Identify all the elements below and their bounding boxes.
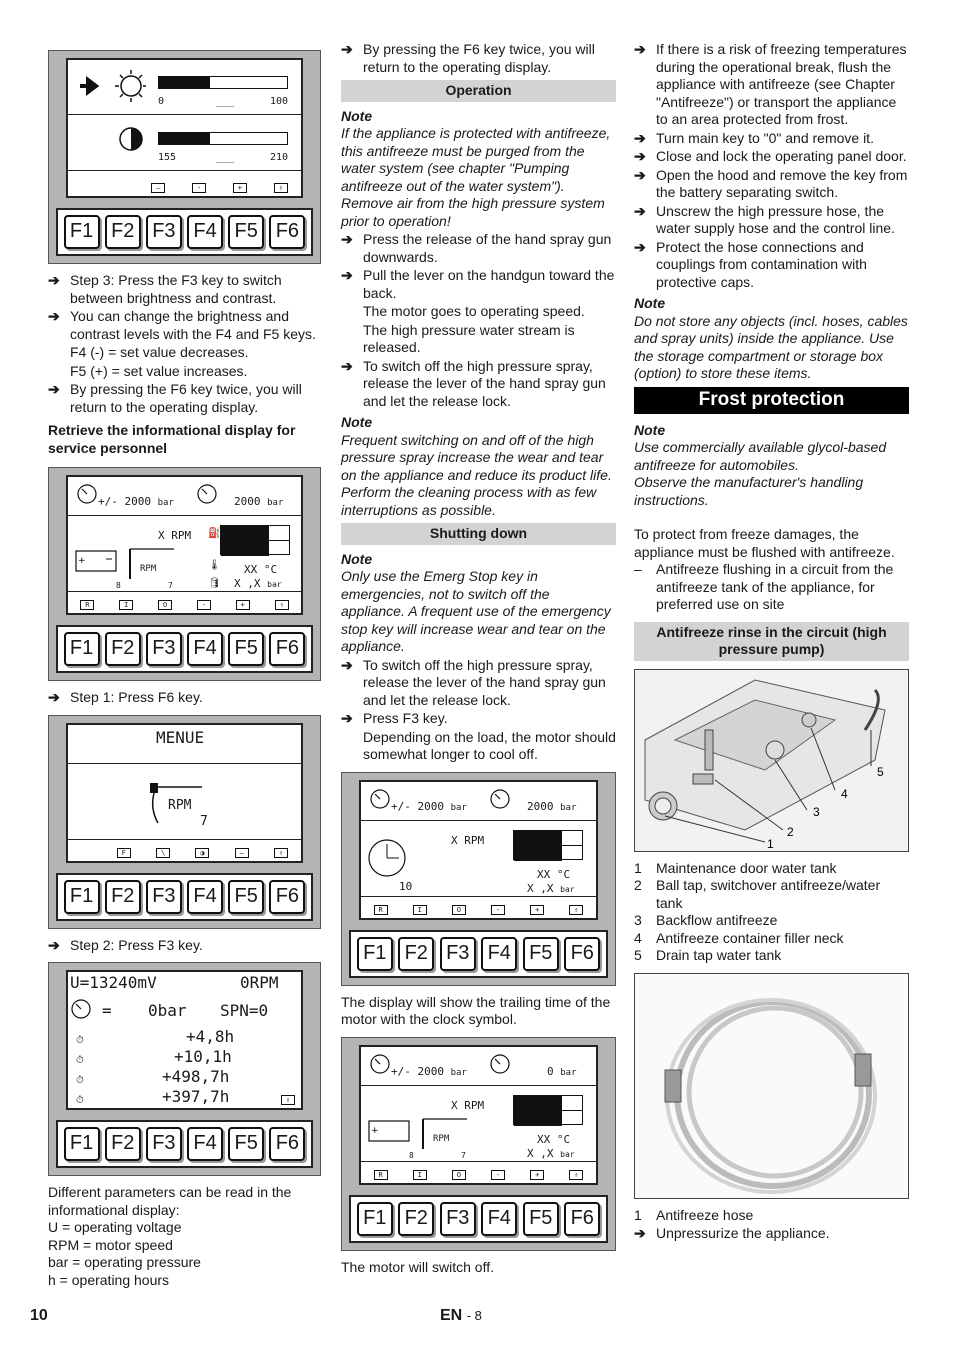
section-heading-retrieve: Retrieve the informational display for service personnel xyxy=(48,422,296,456)
up-key: ⇑ xyxy=(281,1095,295,1105)
lcd-softkeys: F \ ◑ — ⇑ xyxy=(68,848,301,858)
pressure-gauge-icon xyxy=(489,1053,515,1077)
pressure-gauge-icon xyxy=(489,788,515,812)
f6-key[interactable]: F6 xyxy=(269,1127,305,1161)
arrow-icon: ➔ xyxy=(634,202,646,219)
temperature-icon: 🌡 xyxy=(208,560,221,571)
f1-key[interactable]: F1 xyxy=(64,215,100,249)
note-text: Remove air from the high pressure system prior to operation! xyxy=(341,195,605,229)
page-number: 10 xyxy=(30,1307,48,1324)
pressure-gauge-icon xyxy=(196,483,222,507)
step-item: ➔ Unpressurize the appliance. xyxy=(634,1225,830,1241)
lcd-display-info: U=13240mV 0RPM = 0bar SPN=0 ⏱ ⏱ ⏱ ⏱ +4,8h +10,1h +498,7h +397,7h ⇑ xyxy=(66,970,303,1110)
f1-key[interactable]: F1 xyxy=(357,937,393,971)
hours-icon: ⏱ xyxy=(76,1035,84,1046)
rpm-readout: X RPM xyxy=(158,529,192,542)
f6-key[interactable]: F6 xyxy=(269,632,305,666)
svg-text:+: + xyxy=(371,1125,379,1136)
f1-key[interactable]: F1 xyxy=(357,1202,393,1236)
section-heading-antifreeze-rinse: Antifreeze rinse in the circuit (high pressure pump) xyxy=(634,622,909,661)
arrow-icon: ➔ xyxy=(634,41,646,57)
f1-key[interactable]: F1 xyxy=(64,880,100,914)
temperature-readout: XX °C xyxy=(244,563,278,576)
hose-drawing xyxy=(635,974,908,1199)
hours-icon: ⏱ xyxy=(76,1055,84,1066)
callout-4: 4 xyxy=(841,786,848,801)
note-text: Do not store any objects (incl. hoses, cables and spray units) inside the appliance. Use the storage compartment or storage box (option) to store these items. xyxy=(634,312,908,381)
step-item: ➔ Press the release of the hand spray gun downwards. xyxy=(341,231,612,265)
f1-key[interactable]: F1 xyxy=(64,632,100,666)
f3-key[interactable]: F3 xyxy=(440,937,476,971)
service-hours-icon: ⏱ xyxy=(76,1095,84,1106)
softkey: ⇑ xyxy=(274,183,288,193)
f3-key[interactable]: F3 xyxy=(146,632,182,666)
f4-key[interactable]: F4 xyxy=(187,880,223,914)
f5-key[interactable]: F5 xyxy=(523,1202,559,1236)
f2-key[interactable]: F2 xyxy=(105,215,141,249)
note-text: Use commercially available glycol-based antifreeze for automobiles. xyxy=(634,439,887,473)
fuel-level-bar xyxy=(513,830,583,860)
column-right xyxy=(634,40,909,1244)
contrast-bar xyxy=(158,132,288,145)
lcd-display-brightness xyxy=(66,58,303,198)
result-text: Depending on the load, the motor should somewhat longer to cool off. xyxy=(363,728,616,762)
arrow-icon: ➔ xyxy=(634,166,646,183)
function-key-row xyxy=(56,625,313,673)
f6-key[interactable]: F6 xyxy=(564,937,600,971)
lcd-softkeys xyxy=(68,183,301,193)
result-text: The motor goes to operating speed. xyxy=(363,303,585,319)
legend-item: 3 Backflow antifreeze xyxy=(634,912,778,928)
f2-key[interactable]: F2 xyxy=(105,880,141,914)
arrow-icon: ➔ xyxy=(634,238,646,255)
result-text: The high pressure water stream is released. xyxy=(363,321,575,355)
f4-key[interactable]: F4 xyxy=(481,937,517,971)
footer-language: EN - 8 xyxy=(440,1307,482,1324)
step-item: ➔ By pressing the F6 key twice, you will return to the operating display. xyxy=(341,41,595,75)
function-key-row xyxy=(349,930,608,978)
brightness-min: 0 xyxy=(158,96,165,107)
motor-off-text: The motor will switch off. xyxy=(341,1258,495,1275)
softkey: + xyxy=(233,183,247,193)
param-line: RPM = motor speed xyxy=(48,1236,173,1253)
hours-value: +498,7h xyxy=(162,1067,230,1086)
f6-key[interactable]: F6 xyxy=(564,1202,600,1236)
legend-item: 5 Drain tap water tank xyxy=(634,947,782,963)
callout-5: 5 xyxy=(877,764,884,779)
f5-key[interactable]: F5 xyxy=(228,1127,264,1161)
column-middle xyxy=(341,40,616,1276)
f2-key[interactable]: F2 xyxy=(398,1202,434,1236)
protect-text: To protect from freeze damages, the appliance must be flushed with antifreeze. xyxy=(634,526,895,560)
step-item: ➔ Turn main key to "0" and remove it. xyxy=(634,129,874,146)
hours-value: +10,1h xyxy=(174,1047,232,1066)
fuel-level-bar xyxy=(220,525,290,555)
arrow-icon: ➔ xyxy=(634,1225,646,1241)
legend-item: 1 Maintenance door water tank xyxy=(634,859,837,876)
rpm-readout: 0RPM xyxy=(240,973,279,992)
legend-item: 4 Antifreeze container filler neck xyxy=(634,929,844,946)
function-key-row xyxy=(349,1195,608,1243)
fuel-icon: ⛽ xyxy=(208,528,221,539)
menu-title: MENUE xyxy=(156,727,205,747)
step-item: ➔ Open the hood and remove the key from the battery separating switch. xyxy=(634,166,908,200)
section-heading-frost-protection: Frost protection xyxy=(634,387,909,414)
softkey: — xyxy=(151,183,165,193)
arrow-icon: ➔ xyxy=(48,308,60,324)
contrast-dashes: ___ xyxy=(216,152,235,163)
arrow-icon: ➔ xyxy=(48,381,60,397)
lcd-display-trailing: +/- 2000 bar 2000 bar X RPM 10 XX °C X ,X bar R I O - + ⇑ xyxy=(359,780,598,920)
lcd-softkeys: R I O - + ⇑ xyxy=(361,1170,596,1180)
step-item: ➔ Press F3 key. xyxy=(341,710,448,726)
column-left xyxy=(48,40,321,1289)
note-label: Note xyxy=(341,414,373,430)
svg-text:+: + xyxy=(78,556,86,566)
control-panel-info xyxy=(48,962,321,1176)
f6-key[interactable]: F6 xyxy=(269,880,305,914)
lcd-softkeys: R I O - + ⇑ xyxy=(361,905,596,915)
step-item: ➔ Unscrew the high pressure hose, the water supply hose and the control line. xyxy=(634,202,895,236)
callout-2: 2 xyxy=(787,824,794,839)
control-panel-menu xyxy=(48,715,321,929)
control-panel-brightness xyxy=(48,50,321,264)
note-text: Observe the manufacturer's handling instructions. xyxy=(634,474,864,508)
section-heading-operation: Operation xyxy=(341,80,616,102)
pressure-gauge-icon xyxy=(70,998,96,1022)
brightness-max: 100 xyxy=(270,96,289,107)
trailing-text: The display will show the trailing time of the motor with the clock symbol. xyxy=(341,993,611,1027)
param-line: U = operating voltage xyxy=(48,1219,182,1235)
step-item: ➔ If there is a risk of freezing temperatures during the operational break, flush the appliance with antifreeze (see Chapter "Antifreeze") or transport the appliance to an area protected from frost. xyxy=(634,41,907,127)
note-label: Note xyxy=(341,107,373,124)
legend-item: 2 Ball tap, switchover antifreeze/water tank xyxy=(634,877,881,911)
f1-key[interactable]: F1 xyxy=(64,1127,100,1161)
arrow-icon: ➔ xyxy=(634,148,646,164)
f2-key[interactable]: F2 xyxy=(105,1127,141,1161)
arrow-icon: ➔ xyxy=(48,936,60,953)
control-panel-off xyxy=(341,1037,616,1251)
f6-key[interactable]: F6 xyxy=(269,215,305,249)
f3-key[interactable]: F3 xyxy=(146,1127,182,1161)
note-text: Only use the Emerg Stop key in emergencies, not to switch off the appliance. A frequent use of the emergency stop key will increase wear and tear on the appliance. xyxy=(341,568,611,654)
step-item: ➔ You can change the brightness and contrast levels with the F4 and F5 keys. xyxy=(48,308,316,342)
lcd-display-menu xyxy=(66,723,303,863)
voltage-readout: U=13240mV xyxy=(70,973,157,992)
f2-key[interactable]: F2 xyxy=(398,937,434,971)
fuel-level-bar xyxy=(513,1095,583,1125)
arrow-icon: ➔ xyxy=(634,129,646,146)
f5-key[interactable]: F5 xyxy=(523,937,559,971)
step-item: ➔ Close and lock the operating panel door. xyxy=(634,148,907,164)
softkey: - xyxy=(192,183,206,193)
arrow-icon: ➔ xyxy=(341,41,353,57)
lcd-softkeys: R I O - + ⇑ xyxy=(68,600,301,610)
hours-value: +397,7h xyxy=(162,1087,230,1106)
rpm-value: 7 xyxy=(200,813,208,829)
trailing-time: 10 xyxy=(399,879,413,893)
f4-description: F4 (-) = set value decreases. xyxy=(70,344,249,360)
brightness-dashes: ___ xyxy=(216,96,235,107)
step-item: ➔ To switch off the high pressure spray, release the lever of the hand spray gun and let the release lock. xyxy=(341,656,606,708)
pressure-readout: 0bar xyxy=(148,1001,187,1020)
note-label: Note xyxy=(634,295,666,311)
arrow-icon: ➔ xyxy=(341,231,353,247)
figure-antifreeze-hose xyxy=(634,973,909,1199)
note-text: Frequent switching on and off of the high pressure spray increase the wear and tear on the appliance and reduce its product life. Perform the cleaning process with as few interruptions as possible. xyxy=(341,431,612,518)
f4-key[interactable]: F4 xyxy=(187,215,223,249)
f4-key[interactable]: F4 xyxy=(187,1127,223,1161)
note-text: If the appliance is protected with antifreeze, this antifreeze must be purged from the water system (see chapter "Pumping antifreeze out of the water system"). xyxy=(341,125,611,194)
rpm-label: RPM xyxy=(168,797,192,813)
step-item: ➔ Step 3: Press the F3 key to switch between brightness and contrast. xyxy=(48,272,282,306)
arrow-icon: ➔ xyxy=(341,357,353,374)
step-item: ➔ Pull the lever on the handgun toward the back. xyxy=(341,267,615,301)
step-item: ➔ Step 2: Press F3 key. xyxy=(48,936,203,953)
arrow-icon: ➔ xyxy=(341,267,353,283)
step-item: ➔ Protect the hose connections and couplings from contamination with protective caps. xyxy=(634,238,867,290)
spn-readout: SPN=0 xyxy=(220,1001,269,1020)
f5-description: F5 (+) = set value increases. xyxy=(70,362,248,379)
service-hours-icon: ⏱ xyxy=(76,1075,84,1086)
f5-key[interactable]: F5 xyxy=(228,880,264,914)
note-label: Note xyxy=(634,421,666,438)
param-line: h = operating hours xyxy=(48,1271,170,1288)
clock-icon xyxy=(367,838,411,882)
step-item: ➔ By pressing the F6 key twice, you will return to the operating display. xyxy=(48,381,302,415)
f3-key[interactable]: F3 xyxy=(146,880,182,914)
note-label: Note xyxy=(341,550,373,567)
contrast-max: 210 xyxy=(270,152,289,163)
step-item: ➔ Step 1: Press F6 key. xyxy=(48,689,203,705)
f3-key[interactable]: F3 xyxy=(440,1202,476,1236)
function-key-row xyxy=(56,873,313,921)
f4-key[interactable]: F4 xyxy=(187,632,223,666)
f3-key[interactable]: F3 xyxy=(146,215,182,249)
contrast-icon xyxy=(118,126,144,152)
section-heading-shutting-down: Shutting down xyxy=(341,523,616,545)
f5-key[interactable]: F5 xyxy=(228,632,264,666)
arrow-icon: ➔ xyxy=(48,272,60,288)
f2-key[interactable]: F2 xyxy=(105,632,141,666)
lcd-display-status: +/- 2000 bar 2000 bar X RPM ⛽ + 8 RPM 7 🌡 XX °C 🛢 X ,X bar R I O - + ⇑ xyxy=(66,475,303,615)
params-intro: Different parameters can be read in the informational display: xyxy=(48,1184,292,1218)
tank-drawing xyxy=(635,670,908,852)
callout-3: 3 xyxy=(813,804,820,819)
control-panel-trailing xyxy=(341,772,616,986)
function-key-row xyxy=(56,1120,313,1168)
f5-key[interactable]: F5 xyxy=(228,215,264,249)
figure-antifreeze-tank xyxy=(634,669,909,852)
callout-1: 1 xyxy=(767,836,774,851)
param-line: bar = operating pressure xyxy=(48,1254,201,1270)
step-item: ➔ To switch off the high pressure spray, release the lever of the hand spray gun and let the release lock. xyxy=(341,357,606,409)
brightness-bar xyxy=(158,76,288,89)
arrow-icon: ➔ xyxy=(341,656,353,673)
arrow-icon: ➔ xyxy=(48,689,60,705)
lcd-display-off: +/- 2000 bar 0 bar X RPM + 8 RPM 7 XX °C X ,X bar R I O - + ⇑ xyxy=(359,1045,598,1185)
function-key-row xyxy=(56,208,313,256)
legend-item: 1 Antifreeze hose xyxy=(634,1206,754,1223)
control-panel-status xyxy=(48,467,321,681)
sun-icon xyxy=(76,68,146,108)
contrast-min: 155 xyxy=(158,152,177,163)
f4-key[interactable]: F4 xyxy=(481,1202,517,1236)
hours-value: +4,8h xyxy=(186,1027,235,1046)
dash-item: – Antifreeze flushing in a circuit from the antifreeze tank of the appliance, for preferred use on site xyxy=(634,561,894,612)
arrow-icon: ➔ xyxy=(341,710,353,726)
oil-icon: 🛢 xyxy=(208,578,221,589)
